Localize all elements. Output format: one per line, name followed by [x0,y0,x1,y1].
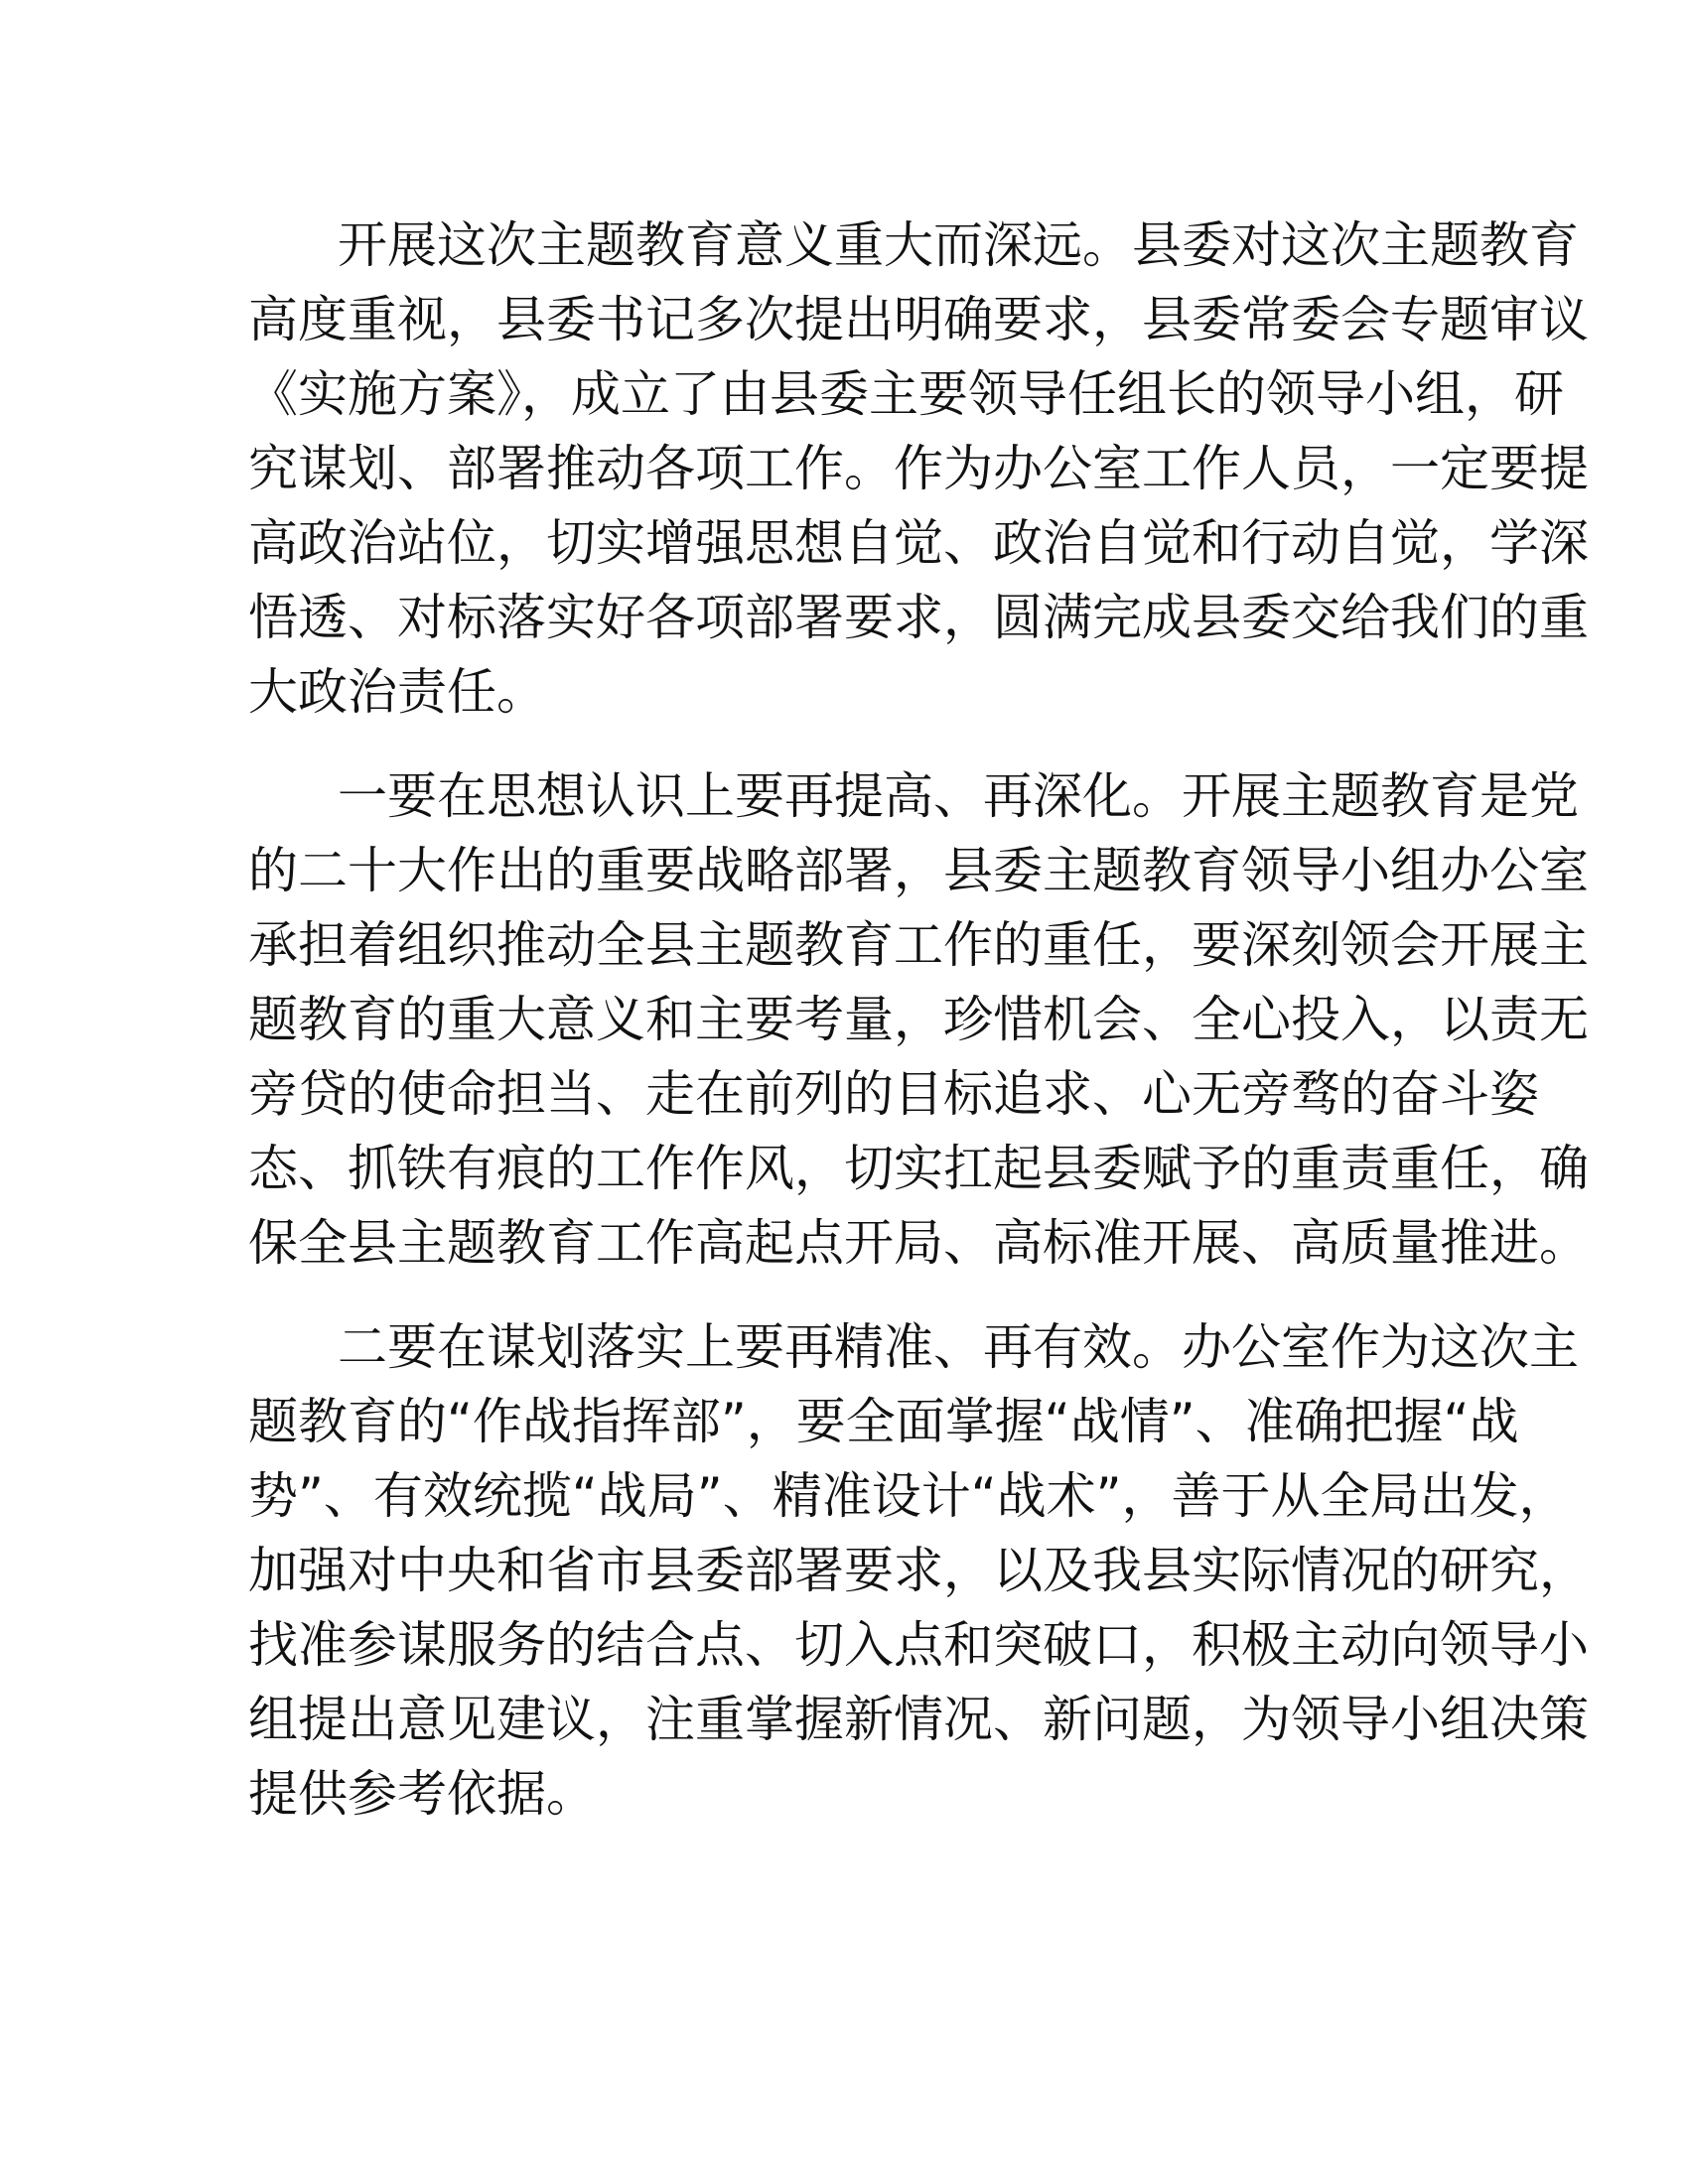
paragraph-2 [248,759,1589,1281]
text-line: 的二十大作出的重要战略部署，县委主题教育领导小组办公室 [248,842,1589,899]
text-line: 题教育的“作战指挥部”，要全面掌握“战情”、准确把握“战 [248,1393,1519,1450]
document-body [248,208,1589,1832]
text-line: 题教育的重大意义和主要考量，珍惜机会、全心投入，以责无 [248,991,1589,1048]
text-line: 开展这次主题教育意义重大而深远。县委对这次主题教育 [338,216,1579,274]
text-line: 大政治责任。 [248,663,546,721]
text-line: 二要在谋划落实上要再精准、再有效。办公室作为这次主 [338,1318,1579,1376]
text-line: 保全县主题教育工作高起点开局、高标准开展、高质量推进。 [248,1214,1589,1272]
text-line: 悟透、对标落实好各项部署要求，圆满完成县委交给我们的重 [248,589,1589,646]
text-line: 势”、有效统揽“战局”、精准设计“战术”，善于从全局出发， [248,1467,1569,1525]
text-line: 加强对中央和省市县委部署要求，以及我县实际情况的研究， [248,1542,1589,1599]
text-line: 承担着组织推动全县主题教育工作的重任，要深刻领会开展主 [248,916,1589,974]
paragraph-3 [248,1310,1589,1832]
text-line: 《实施方案》，成立了由县委主要领导任组长的领导小组，研 [248,365,1564,423]
text-line: 提供参考依据。 [248,1765,596,1823]
text-line: 高度重视，县委书记多次提出明确要求，县委常委会专题审议 [248,291,1589,348]
text-line: 旁贷的使命担当、走在前列的目标追求、心无旁骛的奋斗姿 [248,1065,1539,1123]
paragraph-1 [248,208,1589,730]
text-line: 态、抓铁有痕的工作作风，切实扛起县委赋予的重责重任，确 [248,1140,1589,1197]
text-line: 高政治站位，切实增强思想自觉、政治自觉和行动自觉，学深 [248,514,1589,572]
text-line: 究谋划、部署推动各项工作。作为办公室工作人员，一定要提 [248,440,1589,497]
text-line: 组提出意见建议，注重掌握新情况、新问题，为领导小组决策 [248,1691,1589,1748]
text-line: 一要在思想认识上要再提高、再深化。开展主题教育是党 [338,767,1579,825]
text-line: 找准参谋服务的结合点、切入点和突破口，积极主动向领导小 [248,1616,1589,1674]
